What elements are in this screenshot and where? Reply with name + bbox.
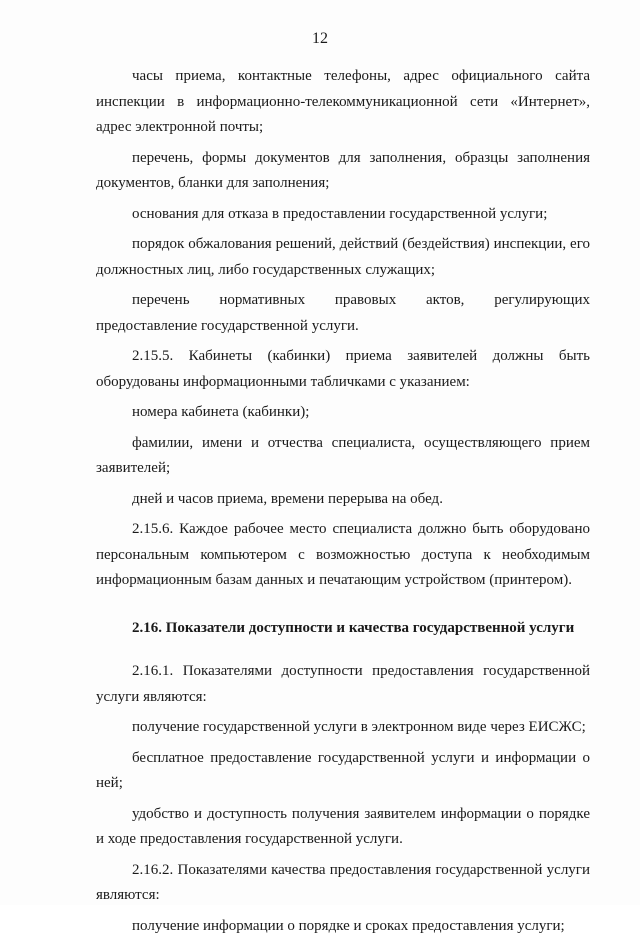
paragraph: 2.16.2. Показателями качества предоставления государственной услуги являются: (96, 861, 590, 903)
paragraph: перечень нормативных правовых актов, регулирующих предоставление государственной услуги. (96, 292, 590, 334)
section-heading: 2.16. Показатели доступности и качества государственной услуги (132, 619, 575, 636)
paragraph: дней и часов приема, времени перерыва на обед. (132, 490, 443, 507)
paragraph: 2.16.1. Показателями доступности предоставления государственной услуги являются: (96, 663, 590, 705)
paragraph: 2.15.6. Каждое рабочее место специалиста должно быть оборудовано персональным компьютером с возможностью доступа к необходимым информационным базам данных и печатающим устройством (принтером). (96, 521, 590, 588)
paragraph: получение информации о порядке и сроках предоставления услуги; (132, 917, 565, 934)
paragraph: бесплатное предоставление государственной услуги и информации о ней; (96, 749, 590, 791)
paragraph: перечень, формы документов для заполнения, образцы заполнения документов, бланки для заполнения; (96, 149, 590, 191)
paragraph: часы приема, контактные телефоны, адрес официального сайта инспекции в информационно-телекоммуникационной сети «Интернет», адрес электронной почты; (96, 68, 590, 135)
paragraph: фамилии, имени и отчества специалиста, осуществляющего прием заявителей; (96, 434, 590, 476)
page-number: 12 (312, 30, 328, 47)
document-body (96, 64, 590, 944)
paragraph: 2.15.5. Кабинеты (кабинки) приема заявителей должны быть оборудованы информационными табличками с указанием: (96, 348, 590, 390)
paragraph: номера кабинета (кабинки); (132, 404, 310, 420)
paragraph: основания для отказа в предоставлении государственной услуги; (132, 205, 548, 222)
paragraph: удобство и доступность получения заявителем информации о порядке и ходе предоставления государственной услуги. (96, 805, 590, 847)
paragraph: получение государственной услуги в электронном виде через ЕИСЖС; (132, 719, 586, 735)
paragraph: порядок обжалования решений, действий (бездействия) инспекции, его должностных лиц, либо государственных служащих; (96, 236, 590, 278)
